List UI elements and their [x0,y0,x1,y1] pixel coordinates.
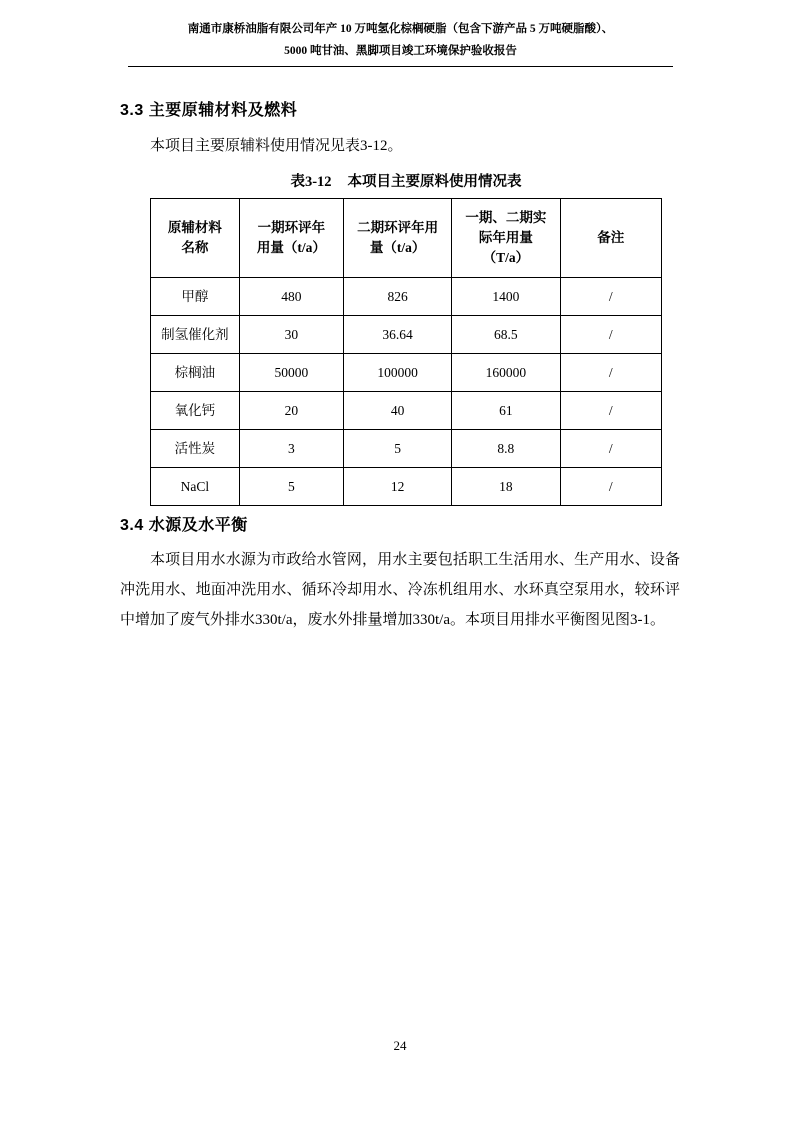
table-caption [150,170,662,191]
col-header-phase1-eia: 一期环评年 用量（t/a） [239,199,343,278]
cell-material: 棕榈油 [151,354,240,392]
col-header-phase2-eia: 二期环评年用 量（t/a） [344,199,452,278]
cell-phase1: 20 [239,392,343,430]
cell-remark: / [560,316,661,354]
cell-remark: / [560,430,661,468]
materials-table [150,198,662,506]
cell-remark: / [560,354,661,392]
section-heading-3-4: 3.4 水源及水平衡 [120,517,248,534]
col-header-remark: 备注 [560,199,661,278]
table-body [151,278,662,506]
table-row [151,468,662,506]
cell-material: NaCl [151,468,240,506]
cell-material: 氧化钙 [151,392,240,430]
table-row [151,392,662,430]
col-header-material: 原辅材料 名称 [151,199,240,278]
cell-phase1: 50000 [239,354,343,392]
table-caption-label: 表3-12 [290,174,332,190]
cell-material: 制氢催化剂 [151,316,240,354]
section-3-4-paragraph: 本项目用水水源为市政给水管网，用水主要包括职工生活用水、生产用水、设备冲洗用水、地面冲洗用水、循环冷却用水、冷冻机组用水、水环真空泵用水，较环评中增加了废气外排水330t/a，废水外排量增加330t/a。本项目用排水平衡图见图3-1。 [120,552,680,628]
section-heading-3-3: 3.3 主要原辅材料及燃料 [120,102,298,119]
cell-phase1: 30 [239,316,343,354]
table-header-row [151,199,662,278]
header-line-1: 南通市康桥油脂有限公司年产 10 万吨氢化棕榈硬脂（包含下游产品 5 万吨硬脂酸）、 [187,23,614,35]
header-line-2: 5000 吨甘油、黑脚项目竣工环境保护验收报告 [284,45,517,57]
cell-actual: 61 [452,392,560,430]
cell-actual: 18 [452,468,560,506]
header-divider [128,66,673,67]
page-number: 24 [393,1038,407,1053]
table-head [151,199,662,278]
cell-phase2: 36.64 [344,316,452,354]
section-3-3-paragraph: 本项目主要原辅料使用情况见表3-12。 [150,138,403,154]
cell-material: 活性炭 [151,430,240,468]
table-row [151,278,662,316]
cell-phase1: 3 [239,430,343,468]
cell-actual: 8.8 [452,430,560,468]
cell-actual: 1400 [452,278,560,316]
table-row [151,354,662,392]
table-caption-title: 本项目主要原料使用情况表 [347,174,522,190]
cell-actual: 68.5 [452,316,560,354]
cell-phase2: 12 [344,468,452,506]
table-row [151,316,662,354]
cell-material: 甲醇 [151,278,240,316]
cell-phase1: 480 [239,278,343,316]
cell-phase2: 40 [344,392,452,430]
materials-table-wrapper [150,198,662,506]
col-header-actual: 一期、二期实 际年用量 （T/a） [452,199,560,278]
cell-remark: / [560,392,661,430]
cell-phase2: 100000 [344,354,452,392]
cell-phase2: 826 [344,278,452,316]
cell-remark: / [560,468,661,506]
cell-phase2: 5 [344,430,452,468]
cell-remark: / [560,278,661,316]
page-header [128,18,673,62]
cell-actual: 160000 [452,354,560,392]
table-row [151,430,662,468]
cell-phase1: 5 [239,468,343,506]
